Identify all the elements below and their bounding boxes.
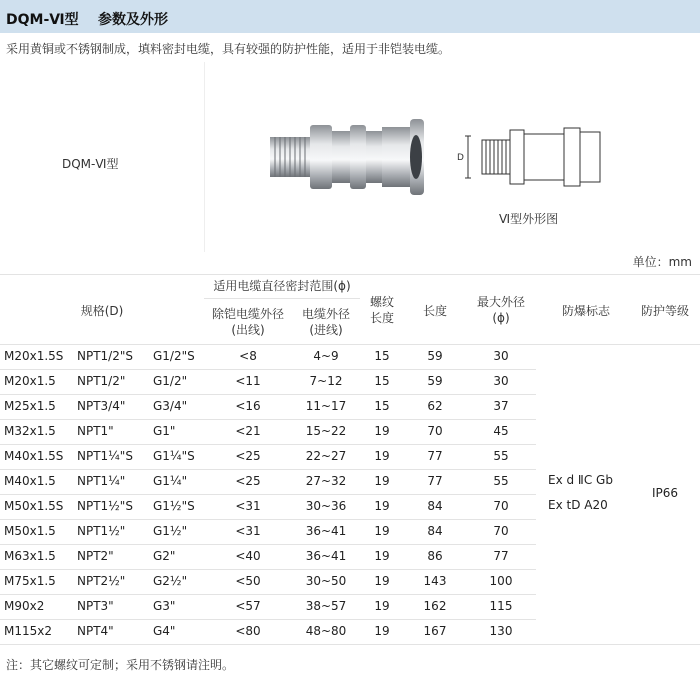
header-cable-line1: 电缆外径 (301, 307, 350, 321)
header-cable (292, 306, 360, 338)
row-rule (0, 594, 536, 595)
cell-armored: <57 (235, 599, 261, 613)
row-rule (0, 569, 536, 570)
cell-g: G1/2"S (153, 349, 195, 363)
header-thread (362, 294, 402, 326)
cell-cable: 36~41 (305, 524, 347, 538)
unit-label: 单位：mm (632, 255, 692, 269)
table-rule (0, 344, 700, 345)
cell-armored: <50 (235, 574, 261, 588)
title-text: 参数及外形 (98, 12, 168, 28)
product-model-label: DQM-Ⅵ型 (62, 157, 119, 171)
header-thread-line1: 螺纹 (369, 295, 394, 309)
cell-cable: 11~17 (305, 399, 347, 413)
cell-length: 86 (427, 549, 443, 563)
cell-thread: 19 (374, 599, 390, 613)
cell-npt: NPT2" (77, 549, 114, 563)
cell-cable: 27~32 (305, 474, 347, 488)
cell-maxdia: 45 (493, 424, 509, 438)
cell-spec: M115x2 (4, 624, 52, 638)
explosion-mark-2: Ex tD A20 (548, 498, 608, 512)
cell-spec: M20x1.5 (4, 374, 56, 388)
intro-text: 采用黄铜或不锈钢制成，填料密封电缆，具有较强的防护性能，适用于非铠装电缆。 (6, 42, 451, 56)
row-rule (0, 444, 536, 445)
cell-cable: 36~41 (305, 549, 347, 563)
cell-maxdia: 70 (493, 524, 509, 538)
cell-armored: <11 (235, 374, 261, 388)
cell-armored: <16 (235, 399, 261, 413)
header-protection: 防护等级 (640, 304, 689, 318)
cell-npt: NPT2½" (77, 574, 126, 588)
cell-thread: 15 (374, 349, 390, 363)
cell-length: 59 (427, 374, 443, 388)
cell-spec: M75x1.5 (4, 574, 56, 588)
title-bar (0, 0, 700, 33)
cell-length: 59 (427, 349, 443, 363)
header-maxdia-line1: 最大外径 (476, 295, 525, 309)
cell-maxdia: 70 (493, 499, 509, 513)
cell-thread: 19 (374, 499, 390, 513)
cell-length: 84 (427, 499, 443, 513)
row-rule (0, 494, 536, 495)
cell-armored: <40 (235, 549, 261, 563)
cell-armored: <31 (235, 499, 261, 513)
cell-thread: 19 (374, 424, 390, 438)
cell-maxdia: 115 (489, 599, 513, 613)
cell-npt: NPT3" (77, 599, 114, 613)
explosion-mark-1: Ex d ⅡC Gb (548, 473, 613, 487)
cell-thread: 15 (374, 399, 390, 413)
cell-cable: 30~50 (305, 574, 347, 588)
cell-armored: <25 (235, 474, 261, 488)
cell-cable: 4~9 (313, 349, 339, 363)
cell-npt: NPT4" (77, 624, 114, 638)
drawing-label: Ⅵ型外形图 (499, 212, 559, 226)
cell-thread: 19 (374, 449, 390, 463)
cell-npt: NPT1/2" (77, 374, 126, 388)
cell-length: 77 (427, 449, 443, 463)
header-armored (204, 306, 292, 338)
cell-npt: NPT1¼" (77, 474, 126, 488)
cell-g: G4" (153, 624, 176, 638)
cell-spec: M40x1.5 (4, 474, 56, 488)
cell-g: G1" (153, 424, 176, 438)
cell-maxdia: 37 (493, 399, 509, 413)
cell-cable: 7~12 (309, 374, 343, 388)
cell-thread: 19 (374, 474, 390, 488)
panel-divider (204, 62, 205, 252)
cell-armored: <25 (235, 449, 261, 463)
table-rule (0, 644, 700, 645)
cell-maxdia: 30 (493, 349, 509, 363)
cell-spec: M40x1.5S (4, 449, 64, 463)
table-rule (204, 298, 360, 299)
cell-g: G3/4" (153, 399, 188, 413)
specs-table (0, 274, 700, 644)
outline-drawing (457, 122, 610, 192)
cell-length: 70 (427, 424, 443, 438)
cell-g: G1½"S (153, 499, 195, 513)
cell-spec: M20x1.5S (4, 349, 64, 363)
cell-length: 162 (423, 599, 447, 613)
cell-npt: NPT1½" (77, 524, 126, 538)
header-explosion: 防爆标志 (561, 304, 610, 318)
cell-npt: NPT1/2"S (77, 349, 133, 363)
cell-maxdia: 77 (493, 549, 509, 563)
cell-armored: <31 (235, 524, 261, 538)
header-maxdia (466, 294, 536, 326)
row-rule (0, 519, 536, 520)
cell-g: G2½" (153, 574, 188, 588)
cell-thread: 19 (374, 624, 390, 638)
row-rule (0, 419, 536, 420)
row-rule (0, 544, 536, 545)
cell-cable: 15~22 (305, 424, 347, 438)
cell-cable: 22~27 (305, 449, 347, 463)
header-range-group: 适用电缆直径密封范围(ϕ) (213, 279, 351, 293)
cell-g: G2" (153, 549, 176, 563)
cell-maxdia: 130 (489, 624, 513, 638)
cell-maxdia: 55 (493, 474, 509, 488)
header-thread-line2: 长度 (369, 311, 394, 325)
cell-length: 77 (427, 474, 443, 488)
row-rule (0, 369, 536, 370)
cell-armored: <8 (239, 349, 257, 363)
header-armored-line1: 除铠电缆外径 (211, 307, 284, 321)
dimension-letter: D (457, 153, 464, 163)
row-rule (0, 619, 536, 620)
footnote: 注：其它螺纹可定制；采用不锈钢请注明。 (6, 658, 235, 672)
header-length: 长度 (422, 304, 447, 318)
cable-gland-photo (266, 107, 446, 207)
cell-maxdia: 100 (489, 574, 513, 588)
cell-cable: 48~80 (305, 624, 347, 638)
cell-g: G1¼"S (153, 449, 195, 463)
title-model: DQM-Ⅵ型 (6, 12, 79, 28)
header-spec: 规格(D) (80, 304, 124, 318)
header-cable-line2: (进线) (309, 323, 343, 337)
cell-g: G1½" (153, 524, 188, 538)
header-armored-line2: (出线) (231, 323, 265, 337)
cell-length: 143 (423, 574, 447, 588)
cell-npt: NPT1¼"S (77, 449, 133, 463)
table-rule (0, 274, 700, 275)
product-panel (0, 62, 700, 252)
cell-maxdia: 30 (493, 374, 509, 388)
cell-thread: 19 (374, 524, 390, 538)
cell-spec: M50x1.5S (4, 499, 64, 513)
cell-spec: M90x2 (4, 599, 45, 613)
cell-g: G1/2" (153, 374, 188, 388)
cell-cable: 30~36 (305, 499, 347, 513)
cell-length: 167 (423, 624, 447, 638)
row-rule (0, 469, 536, 470)
cell-npt: NPT1" (77, 424, 114, 438)
cell-spec: M25x1.5 (4, 399, 56, 413)
cell-g: G3" (153, 599, 176, 613)
cell-length: 62 (427, 399, 443, 413)
cell-thread: 19 (374, 574, 390, 588)
cell-npt: NPT1½"S (77, 499, 133, 513)
cell-thread: 19 (374, 549, 390, 563)
cell-cable: 38~57 (305, 599, 347, 613)
cell-npt: NPT3/4" (77, 399, 126, 413)
cell-maxdia: 55 (493, 449, 509, 463)
cell-spec: M63x1.5 (4, 549, 56, 563)
cell-spec: M32x1.5 (4, 424, 56, 438)
cell-length: 84 (427, 524, 443, 538)
cell-thread: 15 (374, 374, 390, 388)
header-maxdia-line2: (ϕ) (492, 311, 510, 325)
row-rule (0, 394, 536, 395)
cell-g: G1¼" (153, 474, 188, 488)
cell-spec: M50x1.5 (4, 524, 56, 538)
protection-grade: IP66 (651, 486, 679, 500)
cell-armored: <80 (235, 624, 261, 638)
cell-armored: <21 (235, 424, 261, 438)
